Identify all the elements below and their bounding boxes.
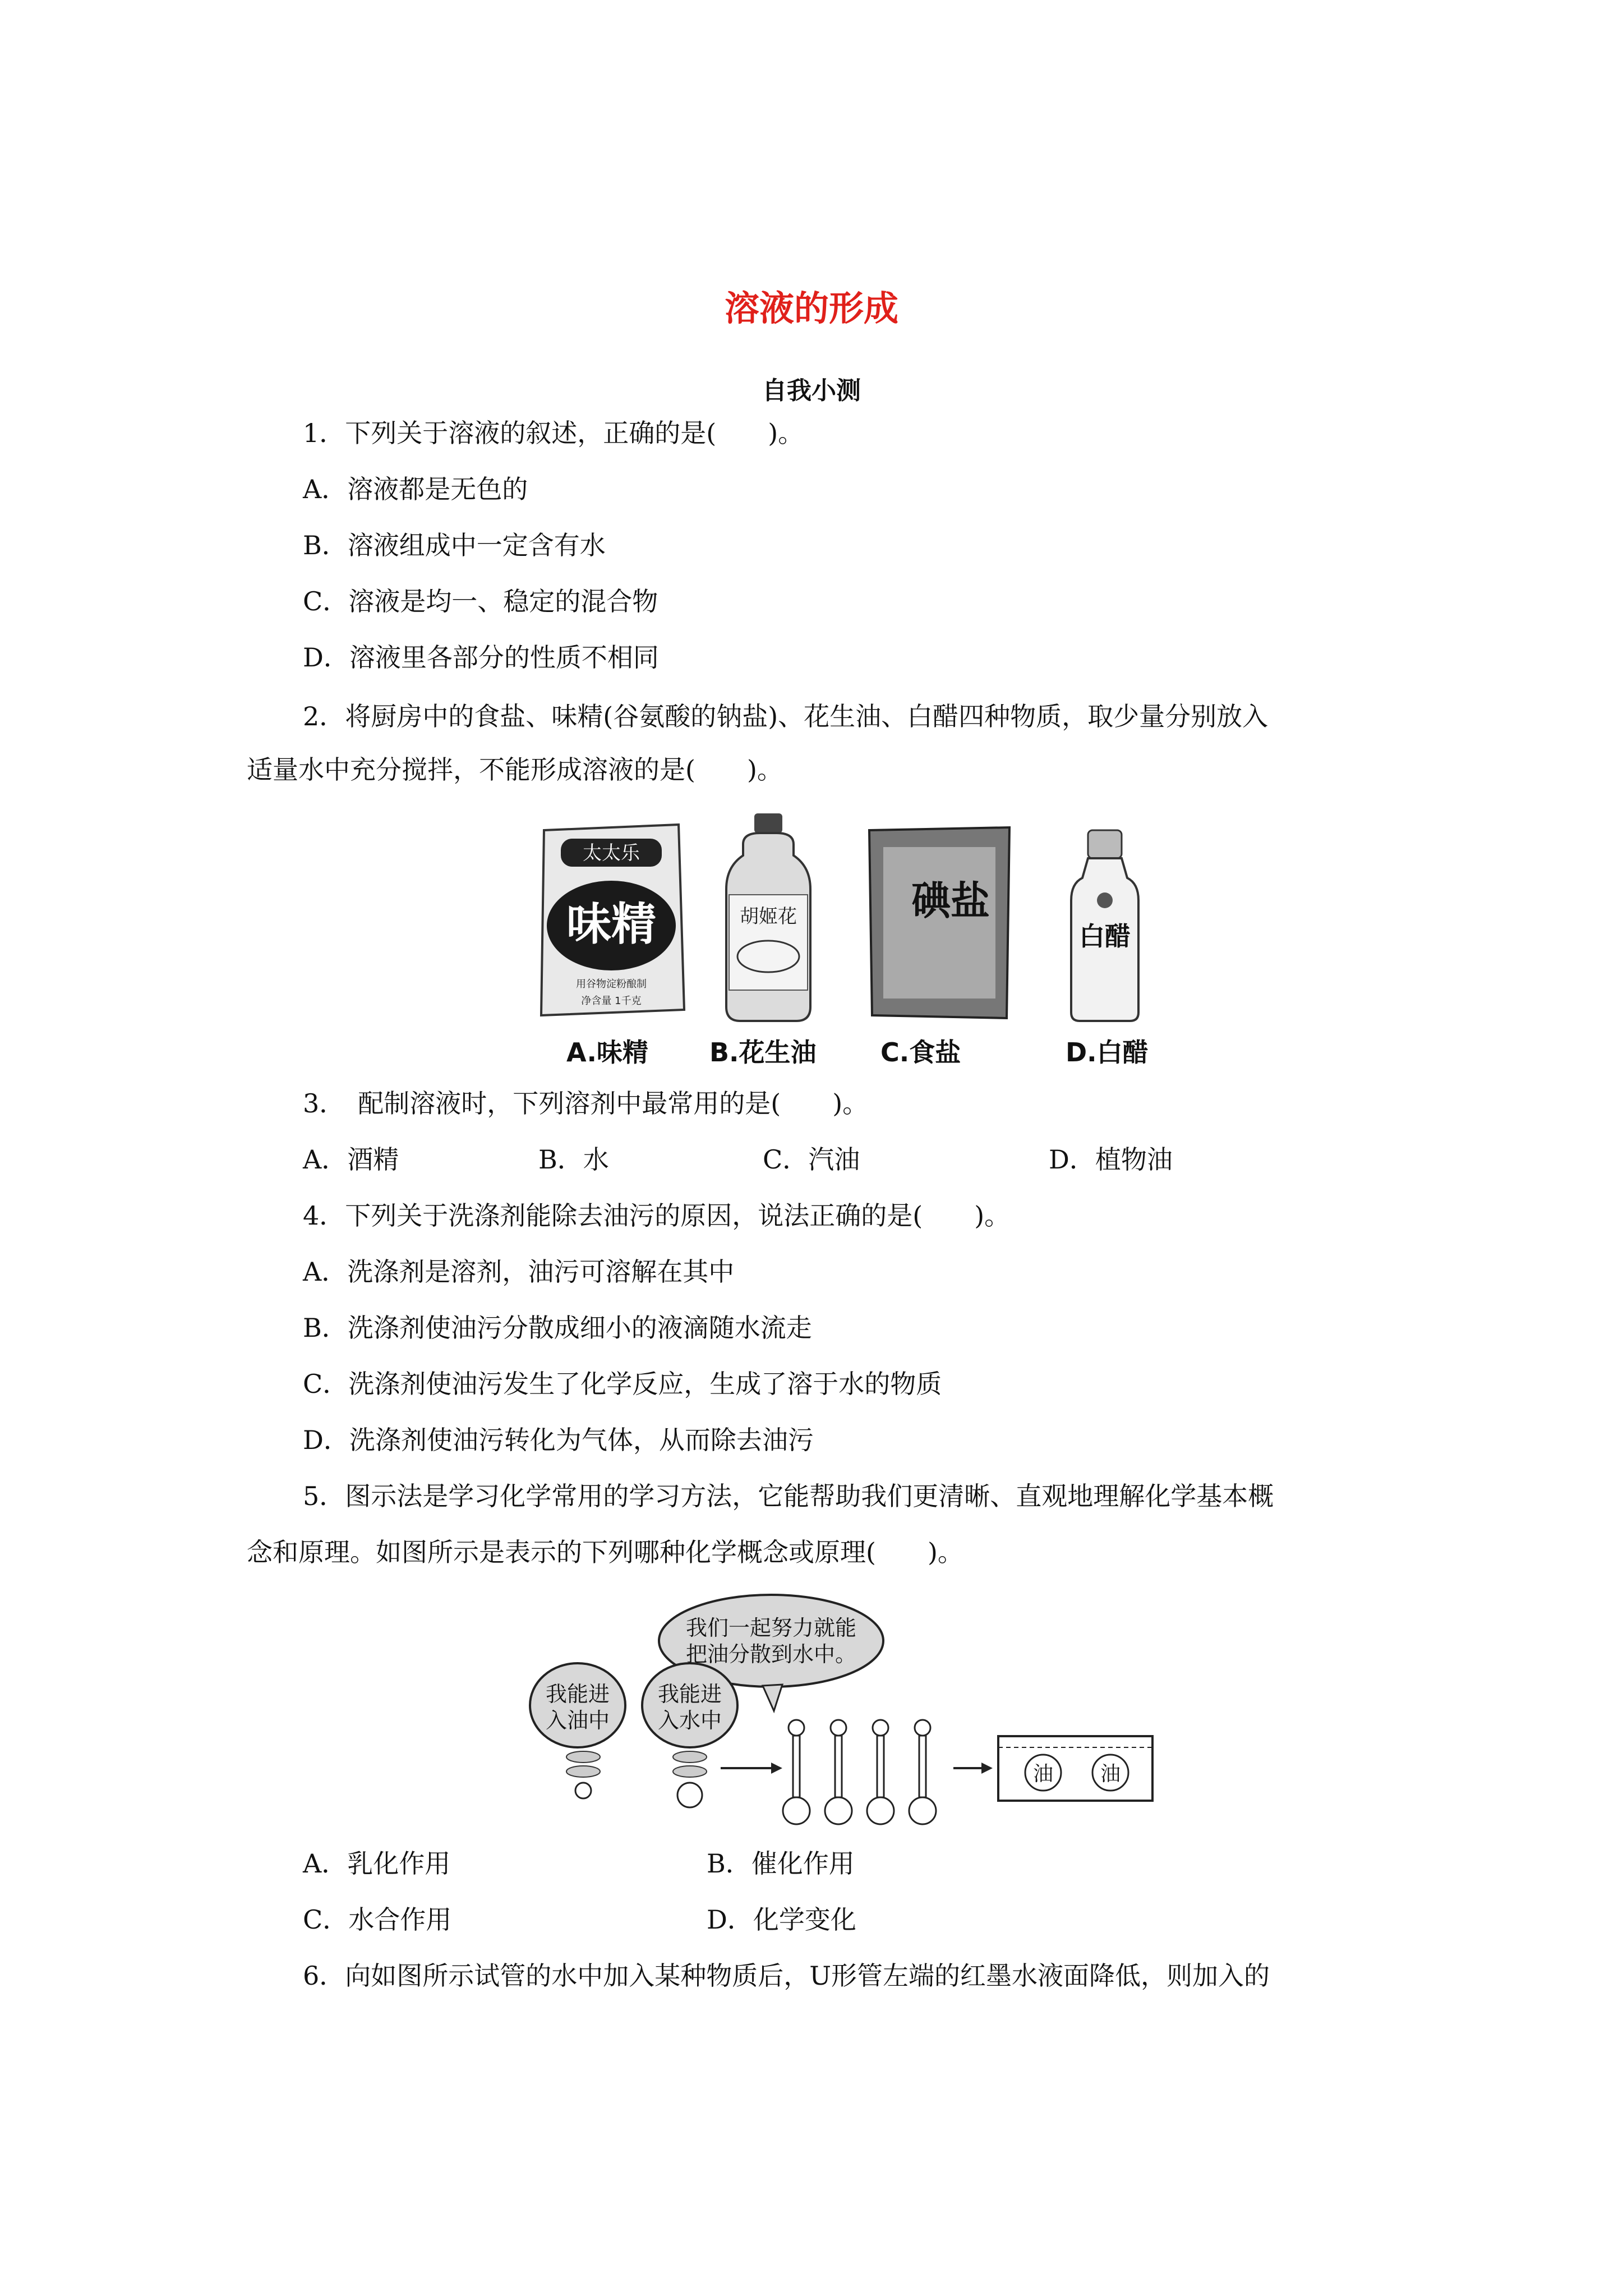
msg-weight-text: 净含量 1千克: [581, 995, 642, 1007]
water-container: [998, 1736, 1152, 1801]
question-6-stem: 6．向如图所示试管的水中加入某种物质后，U形管左端的红墨水液面降低，则加入的: [303, 1961, 1270, 1991]
question-1-option-d: D．溶液里各部分的性质不相同: [303, 642, 659, 673]
big-bubble-line2: 把油分散到水中。: [685, 1642, 857, 1667]
question-1-stem: 1．下列关于溶液的叙述，正确的是( )。: [303, 418, 804, 448]
caption-c: C.食盐: [880, 1037, 961, 1068]
question-3-option-c: C．汽油: [763, 1144, 860, 1175]
vinegar-bottle-image: [1066, 827, 1144, 1024]
arrow-icon: [771, 1763, 782, 1774]
question-2-stem-line2: 适量水中充分搅拌，不能形成溶液的是( )。: [247, 754, 783, 785]
question-4-option-c: C．洗涤剂使油污发生了化学反应，生成了溶于水的物质: [303, 1369, 942, 1399]
middle-bubble-line1: 我能进: [657, 1682, 722, 1706]
question-4-option-a: A．洗涤剂是溶剂，油污可溶解在其中: [303, 1257, 735, 1287]
msg-brand-text: 太太乐: [583, 842, 640, 864]
msg-package-image: [533, 819, 690, 1021]
emulsification-diagram: [527, 1593, 1155, 1840]
question-4-option-d: D．洗涤剂使油污转化为气体，从而除去油污: [303, 1425, 814, 1455]
oil-label-1: 油: [1032, 1763, 1054, 1786]
left-bubble-line1: 我能进: [545, 1682, 610, 1706]
section-heading: 自我小测: [762, 376, 861, 405]
question-2-stem-line1: 2．将厨房中的食盐、味精(谷氨酸的钠盐)、花生油、白醋四种物质，取少量分别放入: [303, 701, 1269, 731]
msg-name-text: 味精: [566, 898, 656, 950]
question-1-option-c: C．溶液是均一、稳定的混合物: [303, 586, 658, 616]
smiley-icon: [575, 1783, 591, 1798]
salt-name-text: 碘盐: [911, 878, 990, 924]
question-5-option-a: A．乳化作用: [303, 1848, 451, 1879]
question-3-stem: 3． 配制溶液时，下列溶剂中最常用的是( )。: [303, 1088, 869, 1119]
vinegar-name-text: 白醋: [1079, 921, 1131, 951]
question-5-stem-line2: 念和原理。如图所示是表示的下列哪种化学概念或原理( )。: [247, 1537, 963, 1567]
surfactant-molecules: [783, 1720, 936, 1824]
oil-name-text: 胡姬花: [740, 905, 797, 928]
question-3-option-a: A．酒精: [303, 1144, 399, 1175]
peanut-oil-bottle-image: [721, 811, 816, 1024]
arrow-icon: [981, 1763, 993, 1774]
question-5-option-c: C．水合作用: [303, 1904, 452, 1935]
oil-label-2: 油: [1100, 1763, 1121, 1786]
left-bubble-line2: 入油中: [545, 1708, 610, 1733]
big-bubble-line1: 我们一起努力就能: [685, 1616, 857, 1640]
question-1-option-b: B．溶液组成中一定含有水: [303, 530, 606, 560]
question-4-option-b: B．洗涤剂使油污分散成细小的液滴随水流走: [303, 1313, 812, 1343]
question-5-option-b: B．催化作用: [707, 1848, 855, 1879]
caption-d: D.白醋: [1066, 1037, 1149, 1068]
caption-b: B.花生油: [709, 1037, 817, 1068]
msg-note-text: 用谷物淀粉酿制: [576, 978, 647, 990]
question-3-option-b: B．水: [538, 1144, 609, 1175]
middle-bubble-line2: 入水中: [657, 1708, 722, 1733]
question-4-stem: 4．下列关于洗涤剂能除去油污的原因，说法正确的是( )。: [303, 1200, 1011, 1231]
question-5-option-d: D．化学变化: [707, 1904, 856, 1935]
question-1-option-a: A．溶液都是无色的: [303, 474, 528, 504]
page-title: 溶液的形成: [724, 288, 898, 329]
smiley-icon: [677, 1783, 702, 1807]
question-5-stem-line1: 5．图示法是学习化学常用的学习方法，它能帮助我们更清晰、直观地理解化学基本概: [303, 1481, 1274, 1511]
salt-bag-image: [866, 825, 1012, 1021]
caption-a: A.味精: [566, 1037, 648, 1068]
question-3-option-d: D．植物油: [1049, 1144, 1173, 1175]
